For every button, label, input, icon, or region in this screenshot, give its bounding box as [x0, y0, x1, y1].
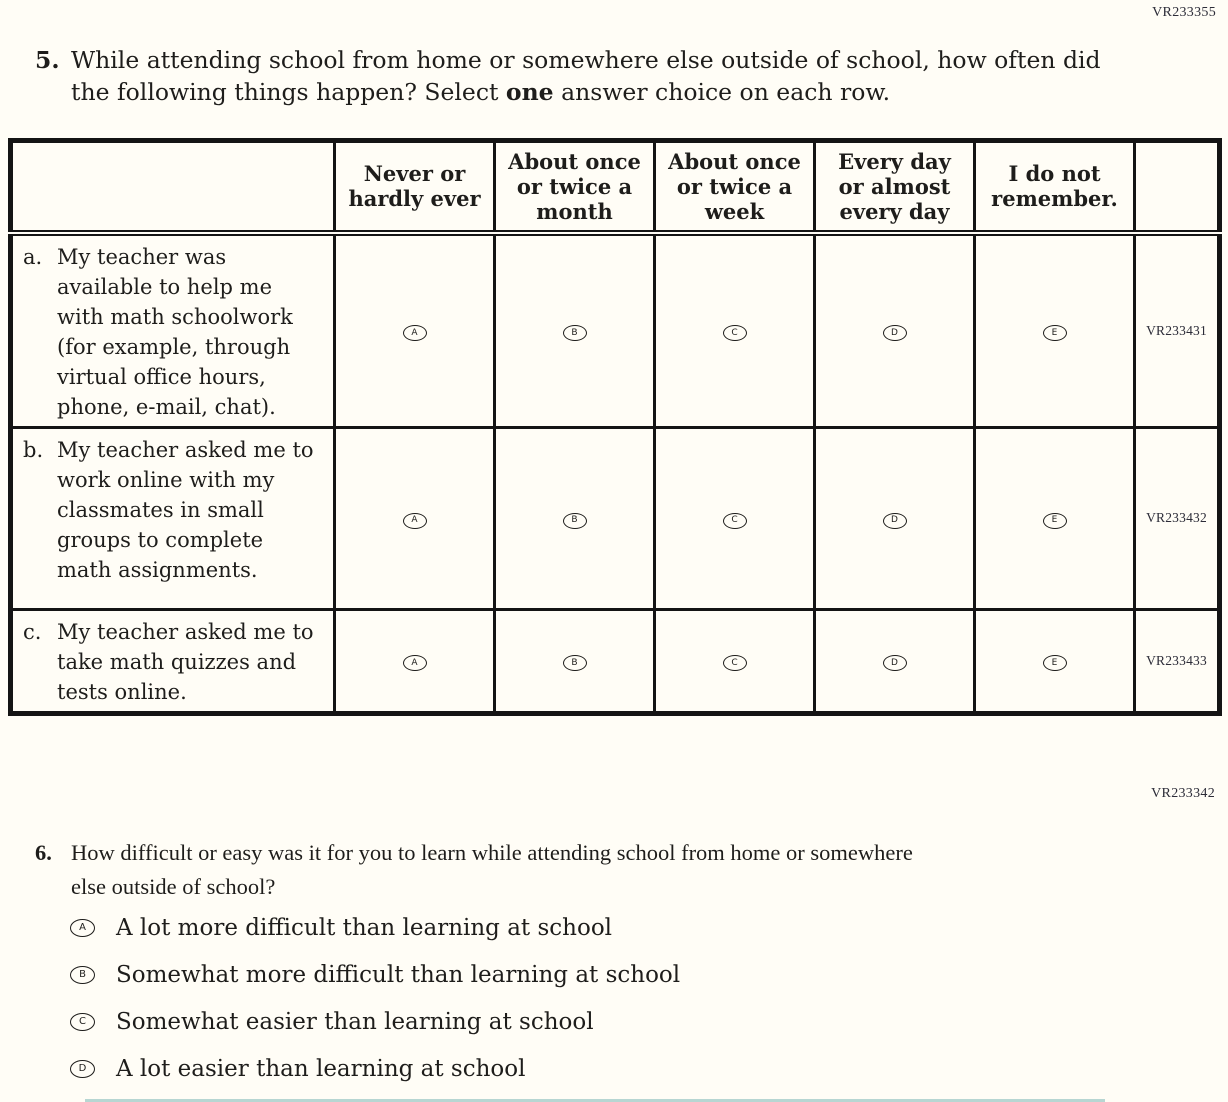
question-5-line2-before: the following things happen? Select: [71, 78, 506, 106]
row-c-bubble-a[interactable]: A: [403, 655, 427, 671]
row-b-cell-every-day: [815, 427, 975, 609]
row-b-letter: b.: [23, 437, 44, 462]
q6-option-d-bubble[interactable]: D: [70, 1060, 95, 1078]
row-b-bubble-b[interactable]: B: [563, 513, 587, 529]
question-5-text: [71, 44, 1101, 108]
question-6-line1: How difficult or easy was it for you to learn while attending school from home or somewhere: [71, 840, 913, 865]
question-5: [35, 44, 1155, 108]
row-b-text: My teacher asked me to work online with my classmates in small groups to complete math assignments.: [57, 437, 314, 582]
question-6-text: [71, 836, 913, 904]
question-5-line2: [71, 76, 1101, 108]
row-b-cell-once-twice-month: [495, 427, 655, 609]
table-row-a: [11, 233, 1220, 428]
q6-option-c-bubble[interactable]: C: [70, 1013, 95, 1031]
row-c-code: VR233433: [1135, 609, 1220, 713]
question-5-matrix-table: [8, 138, 1222, 716]
row-b-bubble-d[interactable]: D: [883, 513, 907, 529]
question-5-line1: While attending school from home or somewhere else outside of school, how often did: [71, 46, 1101, 74]
table-row-c: [11, 609, 1220, 713]
row-b-bubble-a[interactable]: A: [403, 513, 427, 529]
row-a-cell-do-not-remember: [975, 233, 1135, 428]
row-a-bubble-d[interactable]: D: [883, 325, 907, 341]
row-b-bubble-c[interactable]: C: [723, 513, 747, 529]
question-5-number: 5.: [35, 46, 60, 74]
page-code-top-right: VR233355: [1152, 5, 1216, 20]
row-b-code: VR233432: [1135, 427, 1220, 609]
column-header-blank: [11, 141, 335, 233]
row-a-cell-once-twice-month: [495, 233, 655, 428]
row-a-text: My teacher was available to help me with math schoolwork (for example, through virtual office hours, phone, e-mail, chat).: [57, 244, 293, 419]
row-b-cell-never: [335, 427, 495, 609]
row-a-cell-never: [335, 233, 495, 428]
row-c-text: My teacher asked me to take math quizzes and tests online.: [57, 619, 314, 704]
row-a-bubble-a[interactable]: A: [403, 325, 427, 341]
row-c-cell-do-not-remember: [975, 609, 1135, 713]
row-a-cell-every-day: [815, 233, 975, 428]
q6-option-b-label: Somewhat more difficult than learning at school: [116, 962, 681, 988]
q6-option-a-label: A lot more difficult than learning at school: [116, 915, 613, 941]
row-c-cell-once-twice-month: [495, 609, 655, 713]
row-a-bubble-c[interactable]: C: [723, 325, 747, 341]
row-c-stem-cell: [11, 609, 335, 713]
column-header-every-day: Every day or almost every day: [815, 141, 975, 233]
row-c-bubble-e[interactable]: E: [1043, 655, 1067, 671]
row-b-cell-once-twice-week: [655, 427, 815, 609]
header-row: [11, 141, 1220, 233]
question-5-line2-bold: one: [505, 78, 554, 106]
row-c-bubble-c[interactable]: C: [723, 655, 747, 671]
q6-option-c: [70, 1007, 970, 1037]
column-header-never: Never or hardly ever: [335, 141, 495, 233]
row-b-stem-cell: [11, 427, 335, 609]
row-c-bubble-b[interactable]: B: [563, 655, 587, 671]
row-a-stem-cell: [11, 233, 335, 428]
question-6: [35, 836, 1155, 904]
row-a-letter: a.: [23, 244, 43, 269]
q6-option-b: [70, 960, 970, 990]
question-6-line2: else outside of school?: [71, 874, 276, 899]
column-header-once-twice-week: About once or twice a week: [655, 141, 815, 233]
row-a-code: VR233431: [1135, 233, 1220, 428]
q6-option-d: [70, 1054, 970, 1084]
row-c-bubble-d[interactable]: D: [883, 655, 907, 671]
q6-option-a-bubble[interactable]: A: [70, 919, 95, 937]
page-code-mid-right: VR233342: [1151, 786, 1215, 801]
question-6-options: [70, 913, 970, 1101]
table-row-b: [11, 427, 1220, 609]
row-a-bubble-b[interactable]: B: [563, 325, 587, 341]
row-a-bubble-e[interactable]: E: [1043, 325, 1067, 341]
row-c-cell-once-twice-week: [655, 609, 815, 713]
row-c-letter: c.: [23, 619, 42, 644]
question-6-number: 6.: [35, 840, 52, 865]
row-a-cell-once-twice-week: [655, 233, 815, 428]
row-c-cell-never: [335, 609, 495, 713]
q6-option-a: [70, 913, 970, 943]
column-header-code: [1135, 141, 1220, 233]
q6-option-d-label: A lot easier than learning at school: [116, 1056, 526, 1082]
question-5-line2-after: answer choice on each row.: [553, 78, 891, 106]
row-c-cell-every-day: [815, 609, 975, 713]
row-b-bubble-e[interactable]: E: [1043, 513, 1067, 529]
q6-option-c-label: Somewhat easier than learning at school: [116, 1009, 594, 1035]
column-header-once-twice-month: About once or twice a month: [495, 141, 655, 233]
column-header-do-not-remember: I do not remember.: [975, 141, 1135, 233]
row-b-cell-do-not-remember: [975, 427, 1135, 609]
q6-option-b-bubble[interactable]: B: [70, 966, 95, 984]
